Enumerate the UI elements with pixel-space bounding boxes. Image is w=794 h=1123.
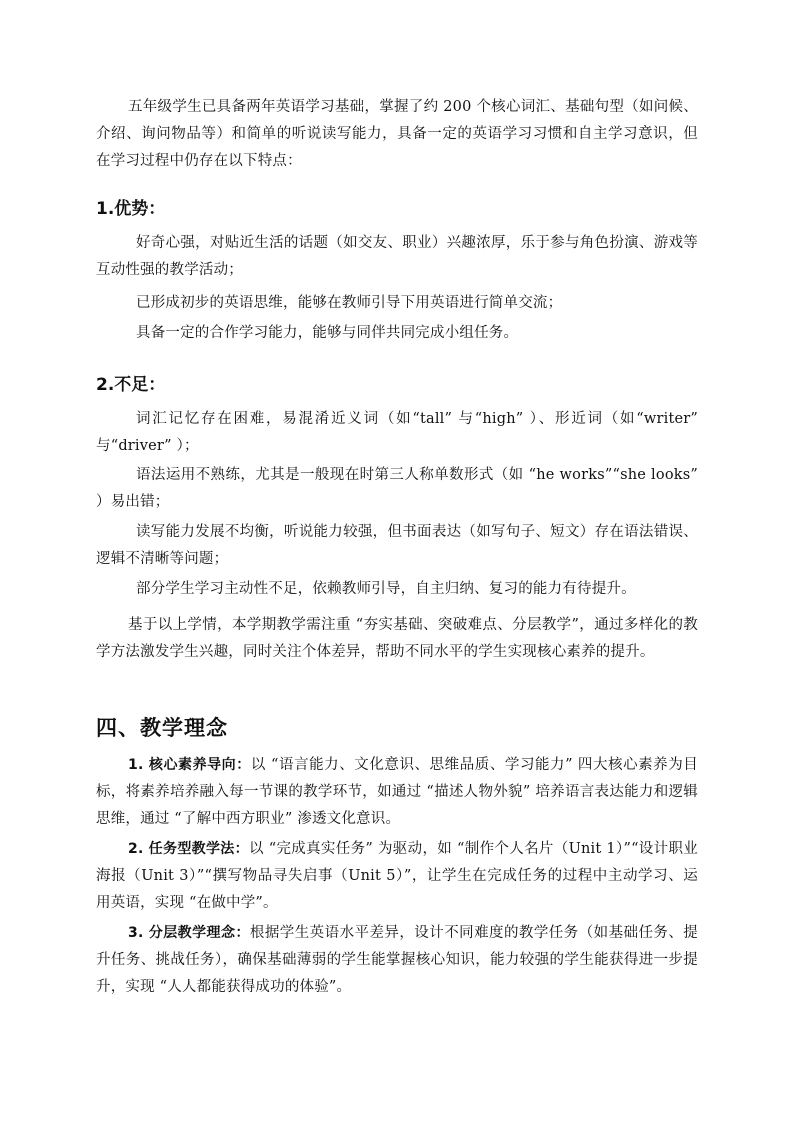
strength-item: 已形成初步的英语思维，能够在教师引导下用英语进行简单交流； xyxy=(136,295,563,311)
weakness-item: 读写能力发展不均衡，听说能力较强，但书面表达（如写句子、短文）存在语法错误、逻辑不清晰等问题； xyxy=(96,524,698,567)
principle-label: 1. 核心素养导向： xyxy=(128,757,251,773)
principle-text: 根据学生英语水平差异，设计不同难度的教学任务（如基础任务、提升任务、挑战任务），确保基础薄弱的学生能掌握核心知识，能力较强的学生能获得进一步提升，实现 “人人都能获得成功的体验”。 xyxy=(96,925,699,995)
principle-item xyxy=(96,836,698,917)
principle-label: 2. 任务型教学法： xyxy=(128,841,249,857)
weakness-item: 语法运用不熟练，尤其是一般现在时第三人称单数形式（如 “he works”“she looks” ）易出错； xyxy=(96,467,698,510)
summary-paragraph: 基于以上学情，本学期教学需注重 “夯实基础、突破难点、分层教学”，通过多样化的教学方法激发学生兴趣，同时关注个体差异，帮助不同水平的学生实现核心素养的提升。 xyxy=(96,617,698,660)
principle-item xyxy=(96,752,698,833)
principle-text: 以 “语言能力、文化意识、思维品质、学习能力” 四大核心素养为目标，将素养培养融入每一节课的教学环节，如通过 “描述人物外貌” 培养语言表达能力和逻辑思维，通过 “了解中西方职业” 渗透文化意识。 xyxy=(96,757,698,827)
principle-label: 3. 分层教学理念： xyxy=(128,925,250,941)
principle-text: 以 “完成真实任务” 为驱动，如 “制作个人名片（Unit 1）”“设计职业海报（Unit 3）”“撰写物品寻失启事（Unit 5）”，让学生在完成任务的过程中主动学习、运用英语，实现 “在做中学”。 xyxy=(96,841,698,911)
strengths-heading: 1.优势： xyxy=(96,199,166,219)
section-title: 四、教学理念 xyxy=(96,716,228,740)
weakness-item: 部分学生学习主动性不足，依赖教师引导，自主归纳、复习的能力有待提升。 xyxy=(136,581,636,597)
strength-item: 具备一定的合作学习能力，能够与同伴共同完成小组任务。 xyxy=(136,325,519,341)
strength-item: 好奇心强，对贴近生活的话题（如交友、职业）兴趣浓厚，乐于参与角色扮演、游戏等互动性强的教学活动； xyxy=(96,235,698,278)
weaknesses-heading: 2.不足： xyxy=(96,375,166,395)
weakness-item: 词汇记忆存在困难，易混淆近义词（如“tall” 与“high” ）、形近词（如“writer” 与“driver” ）； xyxy=(96,411,698,454)
principle-item xyxy=(96,920,698,1001)
intro-paragraph: 五年级学生已具备两年英语学习基础，掌握了约 200 个核心词汇、基础句型（如问候、介绍、询问物品等）和简单的听说读写能力，具备一定的英语学习习惯和自主学习意识，但在学习过程中仍存在以下特点： xyxy=(96,99,698,169)
